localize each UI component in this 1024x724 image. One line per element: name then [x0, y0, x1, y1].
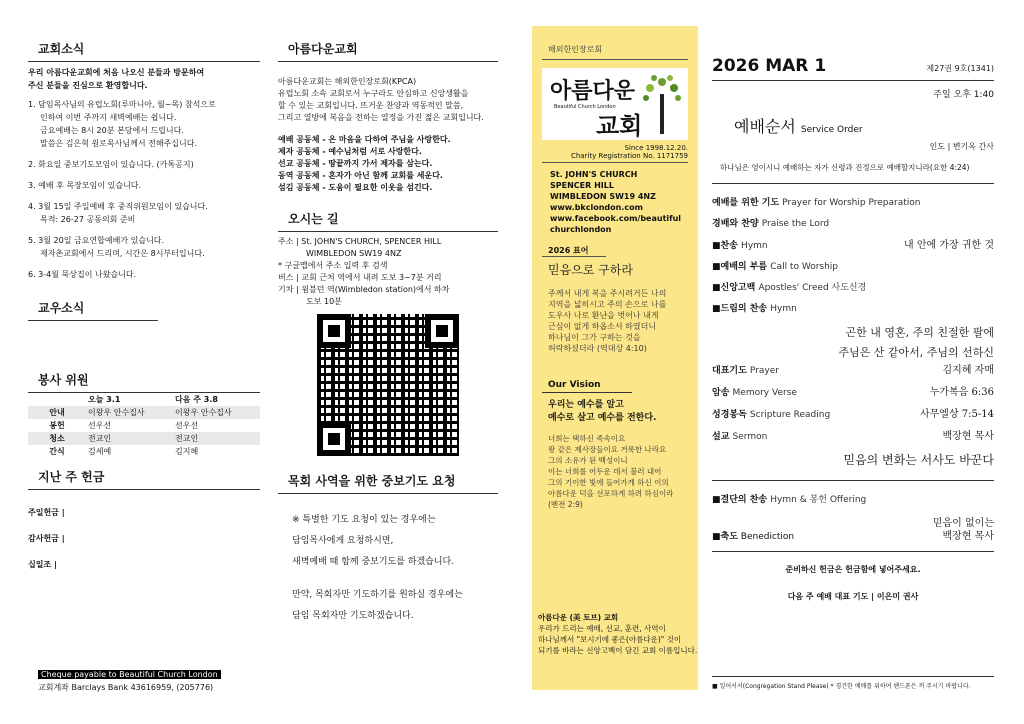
order-item-en: Prayer for Worship Preparation	[782, 198, 921, 208]
service-date: 2026 MAR 1	[712, 56, 827, 76]
prayer-title: 목회 사역을 위한 중보기도 요청	[278, 470, 498, 494]
order-item	[712, 493, 994, 508]
bank-account: 교회계좌 Barclays Bank 43616959, (205776)	[38, 683, 214, 692]
duty-next: 김지혜	[175, 447, 199, 456]
column-about	[278, 0, 498, 724]
order-item-detail: 사무엘상 7:5-14	[919, 409, 994, 420]
members-title: 교우소식	[28, 297, 158, 321]
duty-row	[28, 419, 260, 432]
order-item-ko: 예배의 부름	[720, 262, 771, 272]
news-item	[28, 158, 260, 171]
duty-row	[28, 432, 260, 445]
church-logo: 아름다운 Beautiful Church London 교회	[542, 68, 688, 140]
order-item	[712, 196, 994, 211]
closing-hymn: 믿음이 없이는	[932, 518, 994, 529]
vision-main: 우리는 예수를 알고 예수로 살고 예수를 전한다.	[548, 400, 657, 423]
duty-table	[28, 393, 260, 458]
news-item-line: 목적: 26-27 공동의회 준비	[40, 215, 136, 224]
order-item-en: Memory Verse	[732, 388, 797, 398]
order-item	[712, 217, 994, 232]
order-item-label	[712, 217, 829, 232]
order-item-en: Praise the Lord	[761, 219, 830, 229]
news-item	[28, 234, 260, 260]
bulletin-header	[712, 56, 994, 81]
about-values: 예배 공동체 - 온 마음을 다하여 주님을 사랑한다. 제자 공동체 - 예수님처럼 서로 사랑한다. 선교 공동체 - 땅끝까지 가서 제자를 삼는다. 동역 공동체 - 혼자가 아닌 함께 교회를 세운다. 섬김 공동체 - 도움이 필요한 이웃을 섬긴다.	[278, 135, 451, 192]
qr-finder	[317, 314, 351, 348]
order-item-en: Hymn & 봉헌 Offering	[770, 495, 867, 505]
worship-leader: 인도 | 변기옥 간사	[929, 142, 994, 151]
since: Since 1998.12.20.	[624, 144, 688, 152]
news-item	[28, 200, 260, 226]
order-item	[712, 302, 994, 317]
column-brand	[532, 26, 698, 690]
order-item-detail: 백장현 목사	[942, 431, 994, 442]
order-list-3	[712, 493, 994, 508]
issue-number: 제27권 9호(1341)	[926, 64, 994, 73]
order-item-en: Call to Worship	[770, 262, 839, 272]
duty-today: 김세예	[88, 447, 112, 456]
news-item-line: 6. 3-4월 묵상집이 나왔습니다.	[28, 270, 137, 279]
news-item	[28, 179, 260, 192]
stand-mark: ■	[712, 495, 721, 505]
order-item-label	[712, 196, 920, 211]
news-list	[28, 98, 260, 281]
about-title: 아름다운교회	[278, 38, 498, 62]
order-item-ko: 결단의 찬송	[720, 495, 771, 505]
order-item-label	[712, 386, 797, 401]
about-intro: 아름다운교회는 해외한인장로회(KPCA) 유럽노회 소속 교회로서 누구라도 안심하고 신앙생활을 할 수 있는 교회입니다. 뜨거운 찬양과 역동적인 말씀, 그리고 열방에 복음을 전하는 열정을 가진 젊은 교회입니다.	[278, 77, 484, 122]
news-item-line: 1. 담임목사님의 유럽노회(루마니아, 월~목) 참석으로	[28, 100, 216, 109]
charity-number: Charity Registration No. 1171759	[542, 152, 688, 163]
order-item-ko: 설교	[712, 432, 733, 442]
duty-next: 전교인	[173, 432, 260, 445]
directions-text: 주소 | St. JOHN'S CHURCH, SPENCER HILL WIMBLEDON SW19 4NZ * 구글맵에서 주소 입력 후 검색 버스 | 교회 근처 역에서 내려 도보 3~7분 거리 기차 | 윔블던 역(Wimbledon station)에서 하차 도보 10분	[278, 237, 450, 306]
news-item-line: 인하여 이번 주까지 새벽예배는 쉽니다.	[40, 113, 177, 122]
duty-next: 이왕우 안수집사	[173, 406, 260, 419]
tree-icon	[642, 72, 682, 136]
order-item-en: Apostles' Creed 사도신경	[758, 283, 867, 293]
order-item-ko: 예배를 위한 기도	[712, 198, 783, 208]
order-item-label	[712, 364, 779, 379]
order-item-label	[712, 302, 797, 317]
order-list-2	[712, 363, 994, 445]
motto-label: 2026 표어	[542, 245, 606, 257]
offering-title: 지난 주 헌금	[28, 466, 260, 490]
prayer-text: ※ 특별한 기도 요청이 있는 경우에는 담임목사에게 요청하시면, 새벽예배 때 함께 중보기도를 하겠습니다. 만약, 목회자만 기도하기를 원하실 경우에는 담임 목회자만 기도하겠습니다.	[292, 515, 463, 621]
motto-title: 믿음으로 구하라	[548, 263, 633, 277]
hymn-lines: 곤한 내 영혼, 주의 친절한 팔에 주님은 산 같아서, 주님의 선하신	[838, 326, 994, 359]
order-item-label	[712, 408, 830, 423]
cheque-block	[38, 662, 221, 694]
cheque-text: Cheque payable to Beautiful Church London	[38, 670, 221, 679]
service-time: 주일 오후 1:40	[933, 90, 994, 100]
news-item-line: 2. 화요일 중보기도모임이 있습니다. (카톡공지)	[28, 160, 194, 169]
epigraph: 하나님은 영이시니 예배하는 자가 신령과 진정으로 예배할지니라(요한 4:24)	[712, 162, 994, 184]
qr-finder	[317, 422, 351, 456]
order-item	[712, 385, 994, 401]
order-item	[712, 281, 994, 296]
stand-mark: ■	[712, 283, 721, 293]
vision-text: 너희는 택하신 족속이요 왕 같은 제사장들이요 거룩한 나라요 그의 소유가 된 백성이니 이는 너희를 어두운 데서 불러 내어 그의 기이한 빛에 들어가게 하신 이의 아름다운 덕을 선포하게 하려 하심이라 (벧전 2:9)	[548, 434, 674, 509]
church-name-meaning: 아름다운 (美 토브) 교회 우리가 드리는 예배, 선교, 훈련, 사역이 하나님께서 "보시기에 좋은(아름다운)" 것이 되기를 바라는 신앙고백이 담긴 교회 이름입니다.	[538, 613, 698, 655]
order-item-ko: 암송	[712, 388, 733, 398]
org-name: 해외한인장로회	[542, 26, 688, 60]
offering-lines: 주일헌금 | 감사헌금 | 십일조 |	[28, 508, 65, 569]
order-item-label	[712, 281, 866, 296]
duty-today: 선우선	[88, 421, 112, 430]
news-item-line: 5. 3월 20일 금요연합예배가 있습니다.	[28, 236, 165, 245]
news-item-line: 제자촌교회에서 드리며, 시간은 8시부터입니다.	[40, 249, 205, 258]
order-item-detail: 내 안에 가장 귀한 것	[904, 240, 994, 251]
order-item-detail: 누가복음 6:36	[929, 387, 994, 398]
duty-today: 이왕우 안수집사	[86, 406, 173, 419]
stand-mark: ■	[712, 241, 721, 251]
order-item-ko: 신앙고백	[720, 283, 759, 293]
qr-finder	[425, 314, 459, 348]
footer-note: ■ 일어서서(Congregation Stand Please) * 경건한 예배를 위하여 핸드폰은 꺼 주시기 바랍니다.	[712, 676, 994, 690]
stand-mark: ■	[712, 304, 721, 314]
order-item-ko: 드림의 찬송	[720, 304, 771, 314]
order-item-ko: 찬송	[720, 241, 742, 251]
news-item	[28, 98, 260, 150]
news-item-line: 말씀은 김은혁 원로목사님께서 전해주십니다.	[40, 139, 198, 148]
order-heading: 예배순서 Service Order	[734, 117, 863, 136]
column-service	[712, 0, 994, 724]
column-news	[28, 0, 260, 724]
order-item-detail: 김지혜 자매	[942, 365, 994, 376]
facebook-link[interactable]: www.facebook.com/beautiful	[550, 214, 682, 223]
duty-head-today: 오늘 3.1	[88, 395, 121, 404]
order-item	[712, 429, 994, 445]
duty-head-next: 다음 주 3.8	[175, 395, 218, 404]
news-item	[28, 268, 260, 281]
duty-next: 선우선	[175, 421, 199, 430]
duty-role: 봉헌	[49, 421, 65, 430]
order-item	[712, 363, 994, 379]
website-link[interactable]: www.bkclondon.com	[550, 203, 643, 212]
order-item-label	[712, 260, 838, 275]
offering-note: 준비하신 헌금은 헌금함에 넣어주세요.	[785, 565, 921, 574]
order-item-ko: 경배와 찬양	[712, 219, 762, 229]
order-item-label	[712, 493, 866, 508]
church-address: St. JOHN'S CHURCH SPENCER HILL WIMBLEDON SW19 4NZ www.bkclondon.com www.facebook.com/beautiful churchlondon	[542, 169, 688, 235]
qr-code[interactable]	[317, 314, 459, 456]
news-title: 교회소식	[28, 38, 260, 62]
next-prayer: 다음 주 예배 대표 기도 | 이은미 권사	[787, 592, 919, 601]
news-item-line: 3. 예배 후 목장모임이 있습니다.	[28, 181, 142, 190]
order-item-en: Scripture Reading	[749, 410, 831, 420]
news-item-line: 4. 3월 15일 주일예배 후 중직위원모임이 있습니다.	[28, 202, 208, 211]
sermon-title: 믿음의 변화는 서사도 바꾼다	[712, 451, 994, 481]
stand-mark: ■	[712, 262, 721, 272]
order-item-en: Hymn	[770, 304, 797, 314]
duty-role: 청소	[28, 432, 86, 445]
welcome-text: 우리 아름다운교회에 처음 나오신 분들과 방문하여 주신 분들을 진심으로 환영합니다.	[28, 68, 205, 90]
directions-title: 오시는 길	[278, 208, 498, 232]
vision-title: Our Vision	[542, 378, 632, 393]
news-item-line: 금요예배는 8시 20분 본당에서 드립니다.	[40, 126, 184, 135]
duty-today: 전교인	[86, 432, 173, 445]
duty-row	[28, 445, 260, 458]
order-item	[712, 407, 994, 423]
order-item-en: Prayer	[749, 366, 779, 376]
duty-row	[28, 406, 260, 419]
duty-role: 안내	[28, 406, 86, 419]
order-item-en: Hymn	[741, 241, 768, 251]
order-item-label	[712, 239, 768, 254]
order-item-ko: 성경봉독	[712, 410, 750, 420]
motto-text: 주께서 내게 복을 주시려거든 나의 지역을 넓히시고 주의 손으로 나를 도우사 나로 환난을 벗어나 내게 근심이 없게 하옵소서 하였더니 하나님이 그가 구하는 것을 허락하셨더라 (역대상 4:10)	[548, 289, 667, 353]
benediction-row: ■축도 Benediction 백장현 목사	[712, 529, 994, 552]
order-item	[712, 260, 994, 275]
duty-role: 간식	[49, 447, 65, 456]
order-item-ko: 대표기도	[712, 366, 750, 376]
order-item-en: Sermon	[732, 432, 768, 442]
duty-title: 봉사 위원	[28, 369, 260, 393]
order-item-label	[712, 430, 767, 445]
order-list-1	[712, 196, 994, 317]
order-item	[712, 238, 994, 254]
